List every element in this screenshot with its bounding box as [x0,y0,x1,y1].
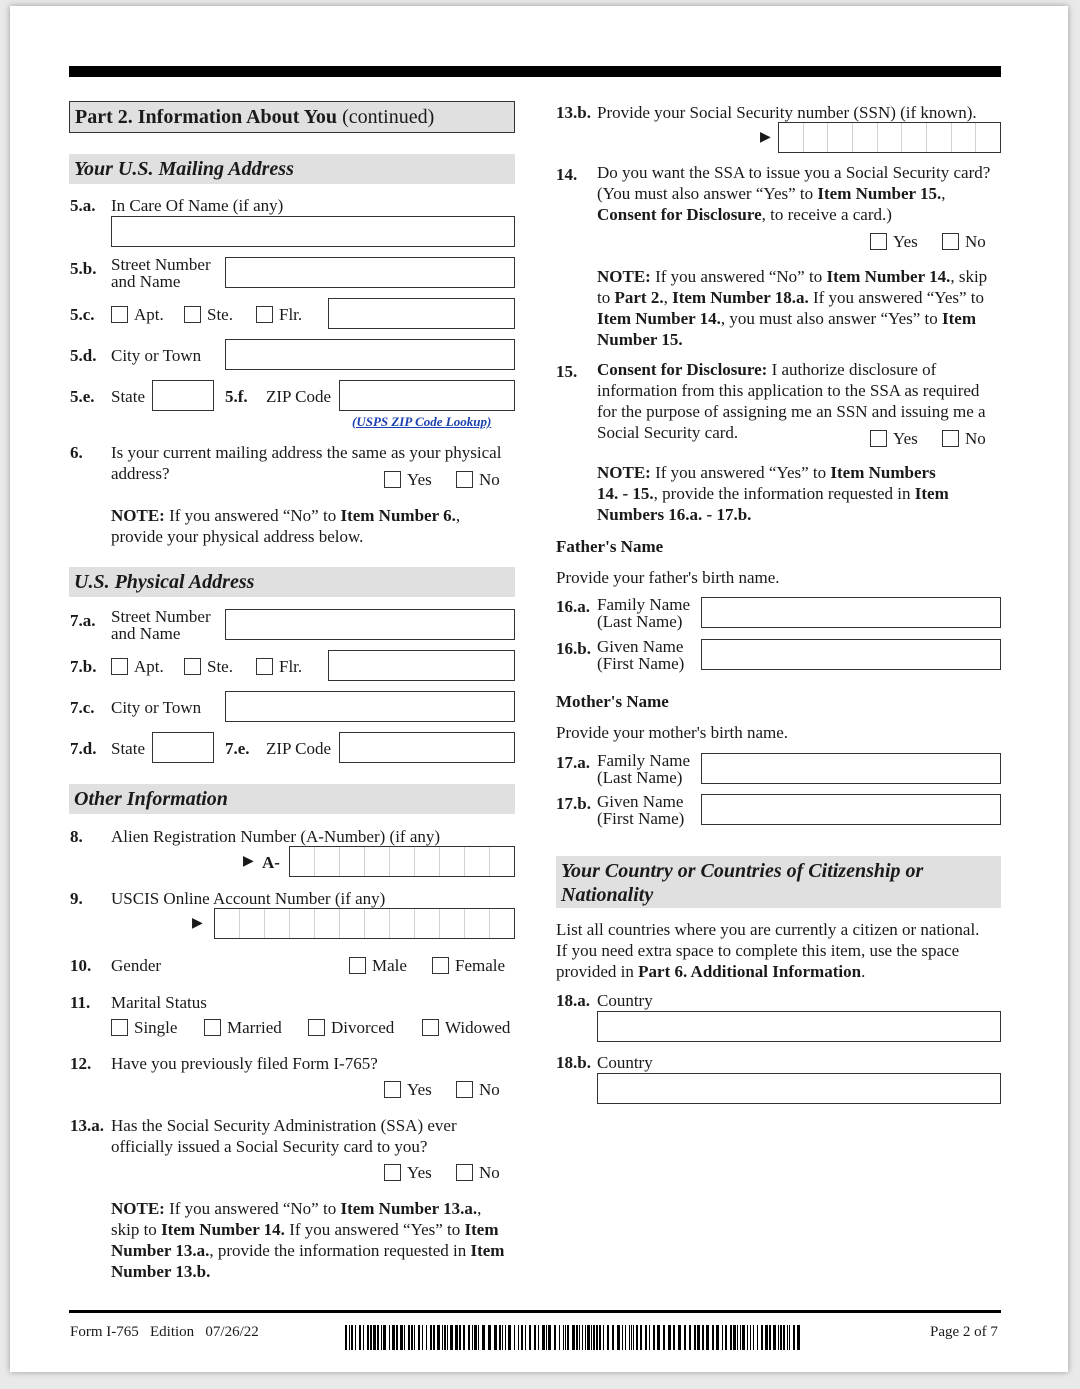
item-14-number: 14. [556,165,578,184]
item-14-line2a: (You must also answer “Yes” to [597,184,818,203]
physical-street-input[interactable] [225,609,515,640]
physical-state-select[interactable] [152,732,214,763]
mother-given-name-input[interactable] [701,794,1001,825]
physical-unit-input[interactable] [328,650,515,681]
item-18b-number: 18.b. [556,1053,591,1072]
item-7e-label: ZIP Code [266,739,332,758]
item-13a-label [111,1115,457,1157]
cit-line3b: Part 6. Additional Information [638,962,862,981]
item-16b-line1: Given Name [597,637,684,656]
item-8-number: 8. [70,827,83,846]
item-6-no-checkbox[interactable] [456,471,473,488]
item-15-no-checkbox[interactable] [942,430,959,447]
item-16a-line1: Family Name [597,595,691,614]
citizenship-instructions [556,919,979,982]
physical-flr-checkbox[interactable] [256,658,273,675]
note-13-ref: Item Number 13.a. [340,1199,478,1218]
mothers-name-intro: Provide your mother's birth name. [556,723,789,742]
item-12-no-option[interactable] [456,1079,500,1100]
uscis-account-number-input[interactable] [214,908,515,939]
item-7a-label-line2: and Name [111,624,181,643]
form-edition: Form I-765 Edition 07/26/22 [70,1324,259,1340]
mailing-street-input[interactable] [225,257,515,288]
note-13-l3b: , provide the information requested in [209,1241,471,1260]
item-14-line3a: Consent for Disclosure [597,205,762,224]
item-5b-label-line2: and Name [111,272,181,291]
item-6-yes-checkbox[interactable] [384,471,401,488]
cit-line3c: . [861,962,866,981]
marital-widowed-checkbox[interactable] [422,1019,439,1036]
physical-apt-checkbox[interactable] [111,658,128,675]
item-14-no-checkbox[interactable] [942,233,959,250]
note-13-text: If you answered “No” to [164,1199,341,1218]
item-15-line4: Social Security card. [597,423,739,442]
note-15-l2a: 14. - 15. [597,484,654,503]
note-6-comma: , [455,506,461,525]
mailing-flr-checkbox[interactable] [256,306,273,323]
item-14-line2c: , [941,184,946,203]
male-label: Male [372,956,407,975]
note-item-13a [111,1198,504,1282]
note-item-14 [597,266,987,350]
item-8-label: Alien Registration Number (A-Number) (if any) [111,827,441,846]
gender-female-checkbox[interactable] [432,957,449,974]
item-15-yes-checkbox[interactable] [870,430,887,447]
section-mailing-address: Your U.S. Mailing Address [69,154,515,184]
item-9-label: USCIS Online Account Number (if any) [111,889,386,908]
flr-label: Flr. [279,305,303,324]
ste-label: Ste. [207,305,233,324]
female-label: Female [455,956,506,975]
mailing-flr-option[interactable] [256,304,302,325]
item-17a-label [597,752,690,786]
item-13a-number: 13.a. [70,1116,104,1135]
marital-divorced-option[interactable] [308,1017,394,1038]
mailing-ste-checkbox[interactable] [184,306,201,323]
cit-line3a: provided in [556,962,639,981]
item-15-line3: for the purpose of assigning me an SSN and issuing me a [597,402,986,421]
item-14-yes-option[interactable] [870,231,918,252]
note-15-l2c: Item [914,484,949,503]
item-12-number: 12. [70,1054,92,1073]
gender-male-option[interactable] [349,955,407,976]
divorced-label: Divorced [331,1018,395,1037]
item-13a-label-line2: officially issued a Social Security card to you? [111,1137,428,1156]
note-14-l2b: Part 2. [614,288,664,307]
no-label: No [479,470,500,489]
item-18a-label: Country [597,991,653,1010]
note-item-6 [111,505,460,547]
no-label: No [965,429,986,448]
single-label: Single [134,1018,178,1037]
note-13-comma: , [477,1199,482,1218]
item-17b-number: 17.b. [556,794,591,813]
barcode-icon [345,1325,800,1350]
note-13-l2d: Item [464,1220,499,1239]
note-6-text: If you answered “No” to [164,506,341,525]
physical-city-input[interactable] [225,691,515,722]
note-14-l3b: , you must also answer “Yes” to [720,309,943,328]
item-5e-label: State [111,387,145,406]
arrow-icon: ▶ [760,130,771,145]
mailing-zip-input[interactable] [339,380,515,411]
item-10-label: Gender [111,956,162,975]
marital-divorced-checkbox[interactable] [308,1019,325,1036]
note-label: NOTE: [597,267,651,286]
physical-zip-input[interactable] [339,732,515,763]
item-7b-number: 7.b. [70,657,97,676]
widowed-label: Widowed [445,1018,511,1037]
note-14-l3a: Item Number 14. [597,309,721,328]
note-15-text: If you answered “Yes” to [650,463,831,482]
header-rule [69,66,1001,77]
no-label: No [965,232,986,251]
item-5b-label-line1: Street Number [111,255,211,274]
item-7e-number: 7.e. [225,739,250,758]
item-14-yes-checkbox[interactable] [870,233,887,250]
item-13a-no-option[interactable] [456,1162,500,1183]
item-5d-number: 5.d. [70,346,97,365]
item-6-label-line1: Is your current mailing address the same as your physical [111,443,502,462]
physical-ste-checkbox[interactable] [184,658,201,675]
physical-apt-option[interactable] [111,656,164,677]
item-15-number: 15. [556,362,578,381]
mailing-ste-option[interactable] [184,304,233,325]
item-12-yes-checkbox[interactable] [384,1081,401,1098]
gender-female-option[interactable] [432,955,505,976]
physical-ste-option[interactable] [184,656,233,677]
item-15-label [597,359,986,443]
item-11-number: 11. [70,993,91,1012]
no-label: No [479,1163,500,1182]
section-citizenship [556,856,1001,908]
item-11-label: Marital Status [111,993,207,1012]
item-10-number: 10. [70,956,92,975]
item-16b-number: 16.b. [556,639,591,658]
item-5a-label: In Care Of Name (if any) [111,196,284,215]
mothers-name-heading: Mother's Name [556,692,669,711]
item-12-label: Have you previously filed Form I-765? [111,1054,378,1073]
gender-male-checkbox[interactable] [349,957,366,974]
ssn-input[interactable] [778,122,1001,153]
item-7a-label [111,608,211,642]
item-18b-label: Country [597,1053,653,1072]
item-16b-line2: (First Name) [597,654,685,673]
note-13-l2c: If you answered “Yes” to [284,1220,465,1239]
yes-label: Yes [893,429,918,448]
note-15-l3: Numbers 16.a. - 17.b. [597,505,752,524]
mailing-unit-input[interactable] [328,298,515,329]
father-family-name-input[interactable] [701,597,1001,628]
item-7a-number: 7.a. [70,611,96,630]
ste-label: Ste. [207,657,233,676]
note-15-l2b: , provide the information requested in [653,484,915,503]
father-given-name-input[interactable] [701,639,1001,670]
note-14-l2c: , [663,288,673,307]
note-13-l2a: skip to [111,1220,162,1239]
note-14-l2d: Item Number 18.a. [672,288,809,307]
item-15-line2: information from this application to the SSA as required [597,381,980,400]
country-18b-input[interactable] [597,1073,1001,1104]
citizenship-heading-line2: Nationality [561,884,654,906]
note-6-line2: provide your physical address below. [111,527,364,546]
item-9-number: 9. [70,889,83,908]
item-7d-label: State [111,739,145,758]
item-14-line1: Do you want the SSA to issue you a Social Security card? [597,163,991,182]
note-14-ref: Item Number 14. [826,267,951,286]
marital-married-option[interactable] [204,1017,282,1038]
item-12-yes-option[interactable] [384,1079,432,1100]
item-6-yes-option[interactable] [384,469,432,490]
footer-rule [69,1310,1001,1313]
item-16a-label [597,596,690,630]
item-7a-label-line1: Street Number [111,607,211,626]
item-6-label-line2: address? [111,464,170,483]
note-13-l4: Number 13.b. [111,1262,211,1281]
item-14-line2b: Item Number 15. [817,184,942,203]
yes-label: Yes [407,1080,432,1099]
flr-label: Flr. [279,657,303,676]
yes-label: Yes [893,232,918,251]
item-12-no-checkbox[interactable] [456,1081,473,1098]
note-14-l3c: Item [942,309,977,328]
mailing-apt-option[interactable] [111,304,164,325]
marital-married-checkbox[interactable] [204,1019,221,1036]
item-13b-label: Provide your Social Security number (SSN) (if known). [597,103,977,122]
item-7d-number: 7.d. [70,739,97,758]
section-physical-address: U.S. Physical Address [69,567,515,597]
item-6-number: 6. [70,443,83,462]
apt-label: Apt. [134,657,164,676]
usps-zip-lookup-link[interactable]: (USPS ZIP Code Lookup) [352,414,492,429]
item-13a-no-checkbox[interactable] [456,1164,473,1181]
part-heading [69,101,515,133]
arrow-icon: ▶ [243,854,254,869]
note-14-l2a: to [597,288,615,307]
item-17b-line1: Given Name [597,792,684,811]
item-16a-line2: (Last Name) [597,612,683,631]
item-6-label [111,442,501,484]
marital-single-checkbox[interactable] [111,1019,128,1036]
item-13a-yes-checkbox[interactable] [384,1164,401,1181]
note-6-ref: Item Number 6. [340,506,456,525]
item-7c-label: City or Town [111,698,202,717]
item-16a-number: 16.a. [556,597,590,616]
part-suffix: (continued) [337,106,435,128]
item-13a-yes-option[interactable] [384,1162,432,1183]
item-5f-number: 5.f. [225,387,248,406]
item-5b-label [111,256,211,290]
marital-single-option[interactable] [111,1017,177,1038]
item-5c-number: 5.c. [70,305,95,324]
mailing-state-select[interactable] [152,380,214,411]
note-14-skip: , skip [950,267,988,286]
note-15-ref: Item Numbers [830,463,936,482]
note-item-15 [597,462,949,525]
fathers-name-intro: Provide your father's birth name. [556,568,780,587]
item-14-no-option[interactable] [942,231,986,252]
note-14-text: If you answered “No” to [650,267,827,286]
no-label: No [479,1080,500,1099]
yes-label: Yes [407,1163,432,1182]
item-17a-number: 17.a. [556,753,590,772]
item-15-no-option[interactable] [942,428,986,449]
item-5b-number: 5.b. [70,259,97,278]
apt-label: Apt. [134,305,164,324]
arrow-icon: ▶ [192,916,203,931]
item-13b-number: 13.b. [556,103,591,122]
mother-family-name-input[interactable] [701,753,1001,784]
item-18a-number: 18.a. [556,991,590,1010]
item-14-label [597,162,990,225]
in-care-of-name-input[interactable] [111,216,515,247]
item-17b-line2: (First Name) [597,809,685,828]
note-13-l2b: Item Number 14. [161,1220,285,1239]
item-13a-label-line1: Has the Social Security Administration (SSA) ever [111,1116,457,1135]
physical-flr-option[interactable] [256,656,302,677]
item-17b-label [597,793,684,827]
marital-widowed-option[interactable] [422,1017,510,1038]
note-label: NOTE: [111,506,165,525]
note-label: NOTE: [111,1199,165,1218]
note-14-l2e: If you answered “Yes” to [808,288,985,307]
cit-line2: If you need extra space to complete this item, use the space [556,941,960,960]
note-13-l3c: Item [470,1241,505,1260]
yes-label: Yes [407,470,432,489]
part-title: Part 2. Information About You [75,106,338,128]
item-7c-number: 7.c. [70,698,95,717]
item-5e-number: 5.e. [70,387,95,406]
item-5d-label: City or Town [111,346,202,365]
cit-line1: List all countries where you are currently a citizen or national. [556,920,980,939]
item-14-line3b: , to receive a card.) [761,205,892,224]
fathers-name-heading: Father's Name [556,537,664,556]
item-5f-label: ZIP Code [266,387,332,406]
item-6-no-option[interactable] [456,469,500,490]
mailing-city-input[interactable] [225,339,515,370]
item-16b-label [597,638,684,672]
mailing-apt-checkbox[interactable] [111,306,128,323]
note-14-l4: Number 15. [597,330,683,349]
note-13-l3a: Number 13.a. [111,1241,210,1260]
item-17a-line1: Family Name [597,751,691,770]
item-5a-number: 5.a. [70,196,96,215]
a-number-prefix: A- [262,853,280,872]
citizenship-heading-line1: Your Country or Countries of Citizenship or [561,860,924,882]
item-15-yes-option[interactable] [870,428,918,449]
item-17a-line2: (Last Name) [597,768,683,787]
married-label: Married [227,1018,282,1037]
item-15-line1a: Consent for Disclosure: [597,360,768,379]
item-15-line1b: I authorize disclosure of [767,360,937,379]
page-number: Page 2 of 7 [930,1324,998,1340]
section-other-information: Other Information [69,784,515,814]
country-18a-input[interactable] [597,1011,1001,1042]
a-number-input[interactable] [289,846,515,877]
note-label: NOTE: [597,463,651,482]
